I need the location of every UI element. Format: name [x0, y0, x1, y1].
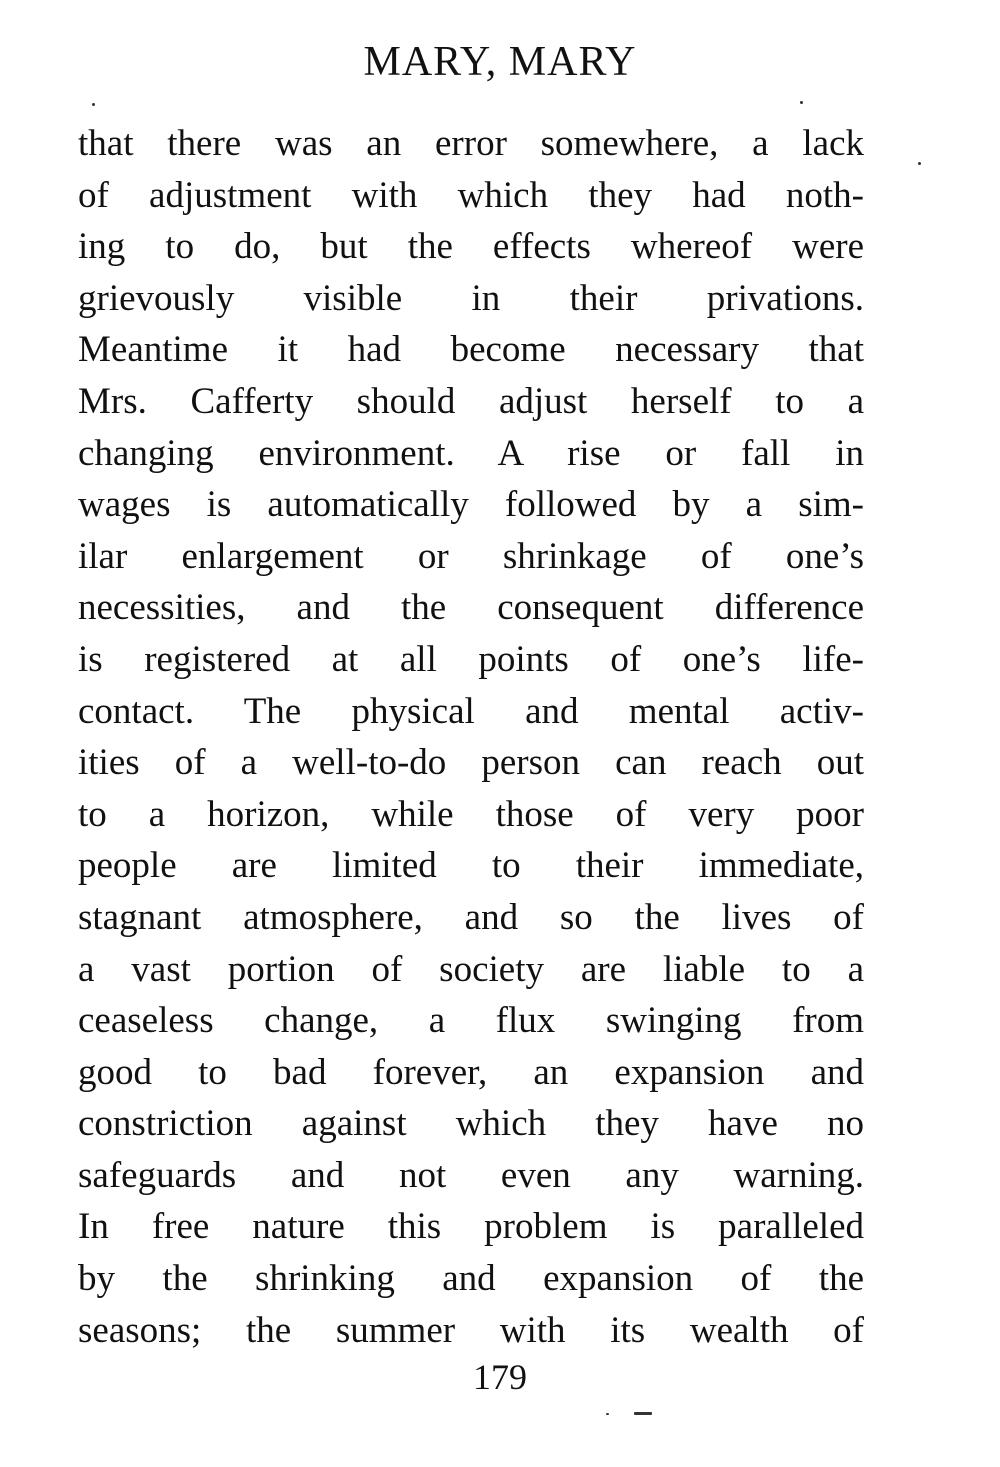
- text-line: contact. The physical and mental activ-: [78, 690, 864, 732]
- text-line: of adjustment with which they had noth-: [78, 174, 864, 216]
- text-line: Mrs. Cafferty should adjust herself to a: [78, 380, 864, 422]
- text-line: necessities, and the consequent difference: [78, 587, 864, 629]
- page-number: 179: [473, 1357, 527, 1397]
- text-line: In free nature this problem is paralleled: [78, 1206, 864, 1248]
- text-line: Meantime it had become necessary that: [78, 329, 864, 371]
- text-line: ing to do, but the effects whereof were: [78, 226, 864, 268]
- text-line: people are limited to their immediate,: [78, 845, 864, 887]
- text-line: is registered at all points of one’s life-: [78, 638, 864, 680]
- text-line: good to bad forever, an expansion and: [78, 1051, 864, 1093]
- text-line: stagnant atmosphere, and so the lives of: [78, 896, 864, 938]
- running-head: MARY, MARY: [363, 39, 637, 85]
- text-line: ceaseless change, a flux swinging from: [78, 1000, 864, 1042]
- text-line: constriction against which they have no: [78, 1103, 864, 1145]
- scan-speck: [634, 1412, 652, 1415]
- text-line: wages is automatically followed by a sim-: [78, 484, 864, 526]
- text-line: ities of a well-to-do person can reach out: [78, 742, 864, 784]
- text-line: a vast portion of society are liable to a: [78, 948, 864, 990]
- text-line: by the shrinking and expansion of the: [78, 1258, 864, 1300]
- text-line: grievously visible in their privations.: [78, 277, 864, 319]
- scan-speck: [918, 162, 921, 165]
- text-line: safeguards and not even any warning.: [78, 1154, 864, 1196]
- scan-speck: [800, 101, 803, 104]
- text-line: changing environment. A rise or fall in: [78, 432, 864, 474]
- body-text: [78, 118, 864, 1356]
- text-line: ilar enlargement or shrinkage of one’s: [78, 535, 864, 577]
- text-line: seasons; the summer with its wealth of: [78, 1309, 864, 1351]
- text-line: that there was an error somewhere, a lack: [78, 123, 864, 164]
- text-line: to a horizon, while those of very poor: [78, 793, 864, 835]
- scan-speck: [606, 1413, 609, 1415]
- scan-speck: [92, 103, 95, 106]
